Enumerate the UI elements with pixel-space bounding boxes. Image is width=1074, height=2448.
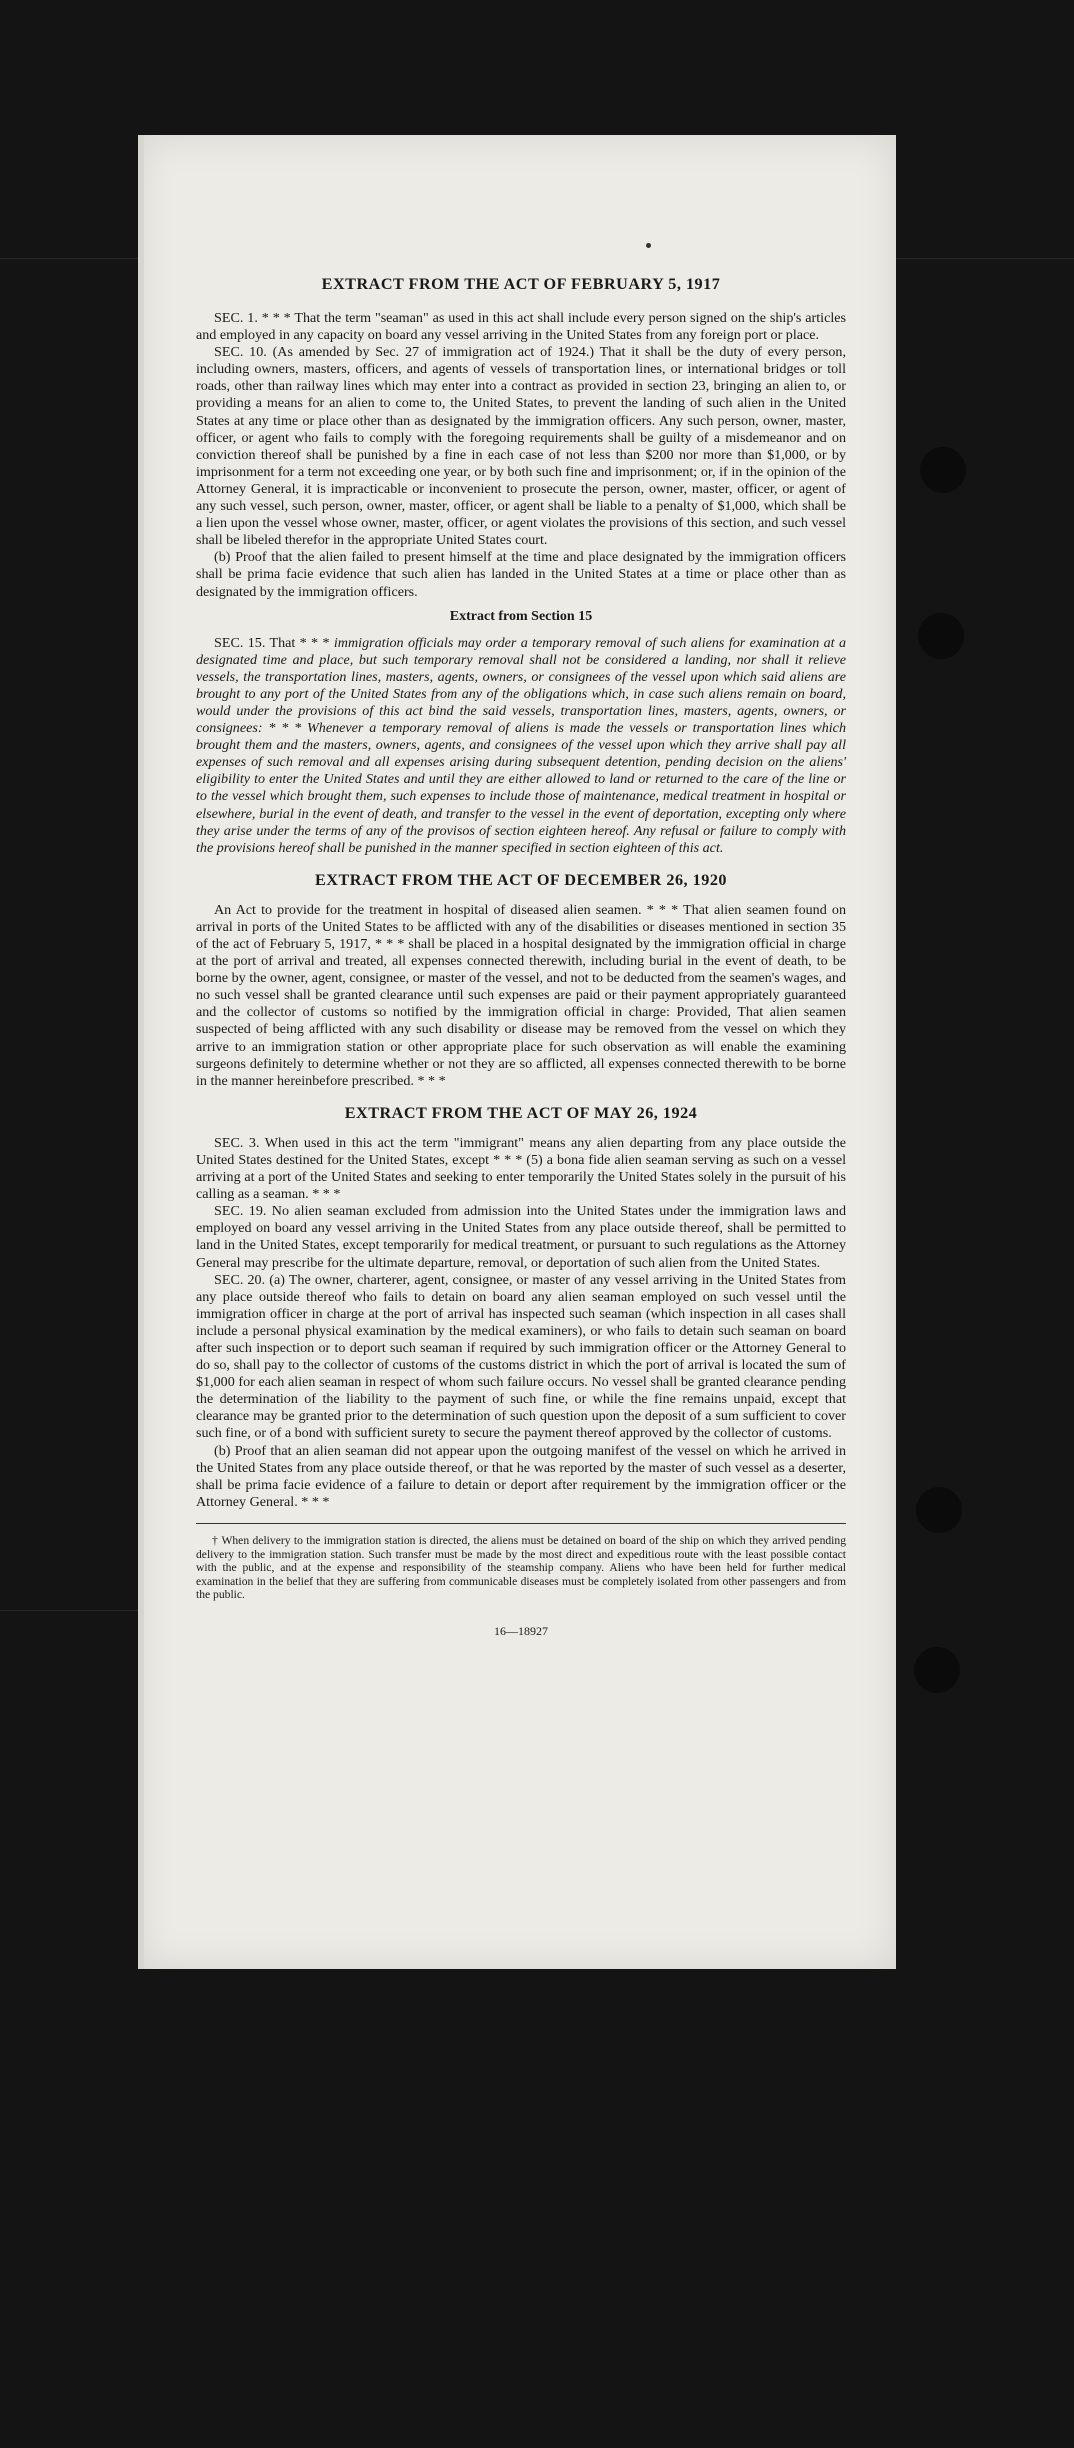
document-page <box>138 135 896 1969</box>
act-1920-text: An Act to provide for the treatment in hospital of diseased alien seamen. * * * That alien seamen found on arrival in ports of the United States to be afflicted with any of the disabilities or diseases mentioned in section 35 of the act of February 5, 1917, * * * shall be placed in a hospital designated by the immigration official in charge at the port of arrival and treated, all expenses connected therewith, including burial in the event of death, to be borne by the owner, agent, consignee, or master of the vessel, and not to be deducted from the seamen's wages, and no such vessel shall be granted clearance until such expenses are paid or their payment appropriately guaranteed and the collector of customs so notified by the immigration official in charge: Provided, That alien seamen suspected of being afflicted with any such disability or disease may be removed from the vessel on which they arrive to an immigration station or other appropriate place for such observation as will enable the examining surgeons definitely to determine whether or not they are so afflicted, all expenses connected therewith to be borne in the manner hereinbefore prescribed. * * * <box>196 901 846 1089</box>
section-1-text: SEC. 1. * * * That the term "seaman" as used in this act shall include every person signed on the ship's articles and employed in any capacity on board any vessel arriving in the United States from any foreign port or place. <box>196 310 846 344</box>
punch-hole <box>920 447 966 493</box>
punch-hole <box>914 1647 960 1693</box>
ink-dot <box>646 243 651 248</box>
section-10-text: SEC. 10. (As amended by Sec. 27 of immigration act of 1924.) That it shall be the duty of every person, including owners, masters, officers, and agents of vessels of transportation lines, or international bridges or toll roads, other than railway lines which may enter into a contract as provided in section 23, bringing an alien to, or providing a means for an alien to come to, the United States, to prevent the landing of such alien in the United States at any time or place other than as designated by the immigration officers. Any such person, owner, master, officer, or agent who fails to comply with the foregoing requirements shall be guilty of a misdemeanor and on conviction thereof shall be punished by a fine in each case of not less than $200 nor more than $1,000, or by imprisonment for a term not exceeding one year, or by both such fine and imprisonment; or, if in the opinion of the Attorney General, it is impracticable or inconvenient to prosecute the person, owner, master, officer, or agent of any such vessel, such person, owner, master, officer, or agent shall be liable to a penalty of $1,000, which shall be a lien upon the vessel whose owner, master, officer, or agent violates the provisions of this section, and such vessel shall be libeled therefor in the appropriate United States court. <box>196 344 846 549</box>
heading-act-1924: EXTRACT FROM THE ACT OF MAY 26, 1924 <box>344 1103 698 1122</box>
footnote-divider <box>196 1523 846 1524</box>
page-edge <box>138 135 144 1969</box>
section-15-lead: SEC. 15. That * * * <box>214 634 330 651</box>
form-number: 16—18927 <box>494 1623 548 1638</box>
punch-hole <box>916 1487 962 1533</box>
section-3-text: SEC. 3. When used in this act the term "immigrant" means any alien departing from any place outside the United States destined for the United States, except * * * (5) a bona fide alien seaman serving as such on a vessel arriving at a port of the United States and seeking to enter temporarily the United States solely in the pursuit of his calling as a seaman. * * * <box>196 1134 846 1203</box>
section-15-text <box>196 635 846 857</box>
section-10b-text: (b) Proof that the alien failed to present himself at the time and place designated by the immigration officers shall be prima facie evidence that such alien has landed in the United States at a time or place other than as designated by the immigration officers. <box>196 549 846 600</box>
section-19-text: SEC. 19. No alien seaman excluded from admission into the United States under the immigration laws and employed on board any vessel arriving in the United States from any place outside thereof, shall be permitted to land in the United States, except temporarily for medical treatment, or pursuant to such regulations as the Attorney General may prescribe for the ultimate departure, removal, or deportation of such alien from the United States. <box>196 1203 846 1271</box>
section-20a-text: SEC. 20. (a) The owner, charterer, agent, consignee, or master of any vessel arriving in the United States from any place outside thereof who fails to detain on board any alien seaman employed on such vessel until the immigration officer in charge at the port of arrival has inspected such seaman (which inspection in all cases shall include a personal physical examination by the medical examiners), or who fails to detain such seaman on board after such inspection or to deport such seaman if required by such immigration officer or the Attorney General to do so, shall pay to the collector of customs of the customs district in which the port of arrival is located the sum of $1,000 for each alien seaman in respect of whom such failure occurs. No vessel shall be granted clearance pending the determination of the liability to the payment of such fine, or while the fine remains unpaid, except that clearance may be granted prior to the determination of such question upon the deposit of a sum sufficient to cover such fine, or of a bond with sufficient surety to secure the payment thereof approved by the collector of customs. <box>196 1271 846 1442</box>
section-15-italic: immigration officials may order a temporary removal of such aliens for examination at a designated time and place, but such temporary removal shall not be considered a landing, nor shall it relieve vessels, the transportation lines, masters, agents, owners, or consignees of the vessel upon which said aliens are brought to any port of the United States from any of the obligations which, in case such aliens remain on board, would under the provisions of this act bind the said vessels, transportation lines, masters, agents, owners, or consignees: * * * Whenever a temporary removal of aliens is made the vessels or transportation lines which brought them and the masters, owners, agents, and consignees of the vessel upon which they arrive shall pay all expenses of such removal and all expenses arising during subsequent detention, pending decision on the aliens' eligibility to enter the United States and until they are either allowed to land or returned to the care of the line or to the vessel which brought them, such expenses to include those of maintenance, medical treatment in hospital or elsewhere, burial in the event of death, and transfer to the vessel in the event of deportation, excepting only where they arise under the terms of any of the provisos of section eighteen hereof. Any refusal or failure to comply with the provisions hereof shall be punished in the manner specified in section eighteen of this act. <box>196 634 846 856</box>
punch-hole <box>918 613 964 659</box>
section-20b-text: (b) Proof that an alien seaman did not appear upon the outgoing manifest of the vessel on which he arrived in the United States from any place outside thereof, or that he was reported by the master of such vessel as a deserter, shall be prima facie evidence of a failure to detain or deport after requirement by the immigration officer or the Attorney General. * * * <box>196 1442 846 1510</box>
heading-act-1920: EXTRACT FROM THE ACT OF DECEMBER 26, 1920 <box>314 870 728 889</box>
heading-act-1917: EXTRACT FROM THE ACT OF FEBRUARY 5, 1917 <box>321 275 721 293</box>
footnote: † When delivery to the immigration station is directed, the aliens must be detained on board of the ship on which they arrived pending delivery to the immigration station. Such transfer must be made by the most direct and expeditious route with the least possible contact with the public, and at the expense and responsibility of the steamship company. Aliens who have been held for further medical examination in the belief that they are suffering from communicable diseases must be completely isolated from other passengers and from the public. <box>196 1533 846 1602</box>
heading-section-15: Extract from Section 15 <box>449 608 593 624</box>
